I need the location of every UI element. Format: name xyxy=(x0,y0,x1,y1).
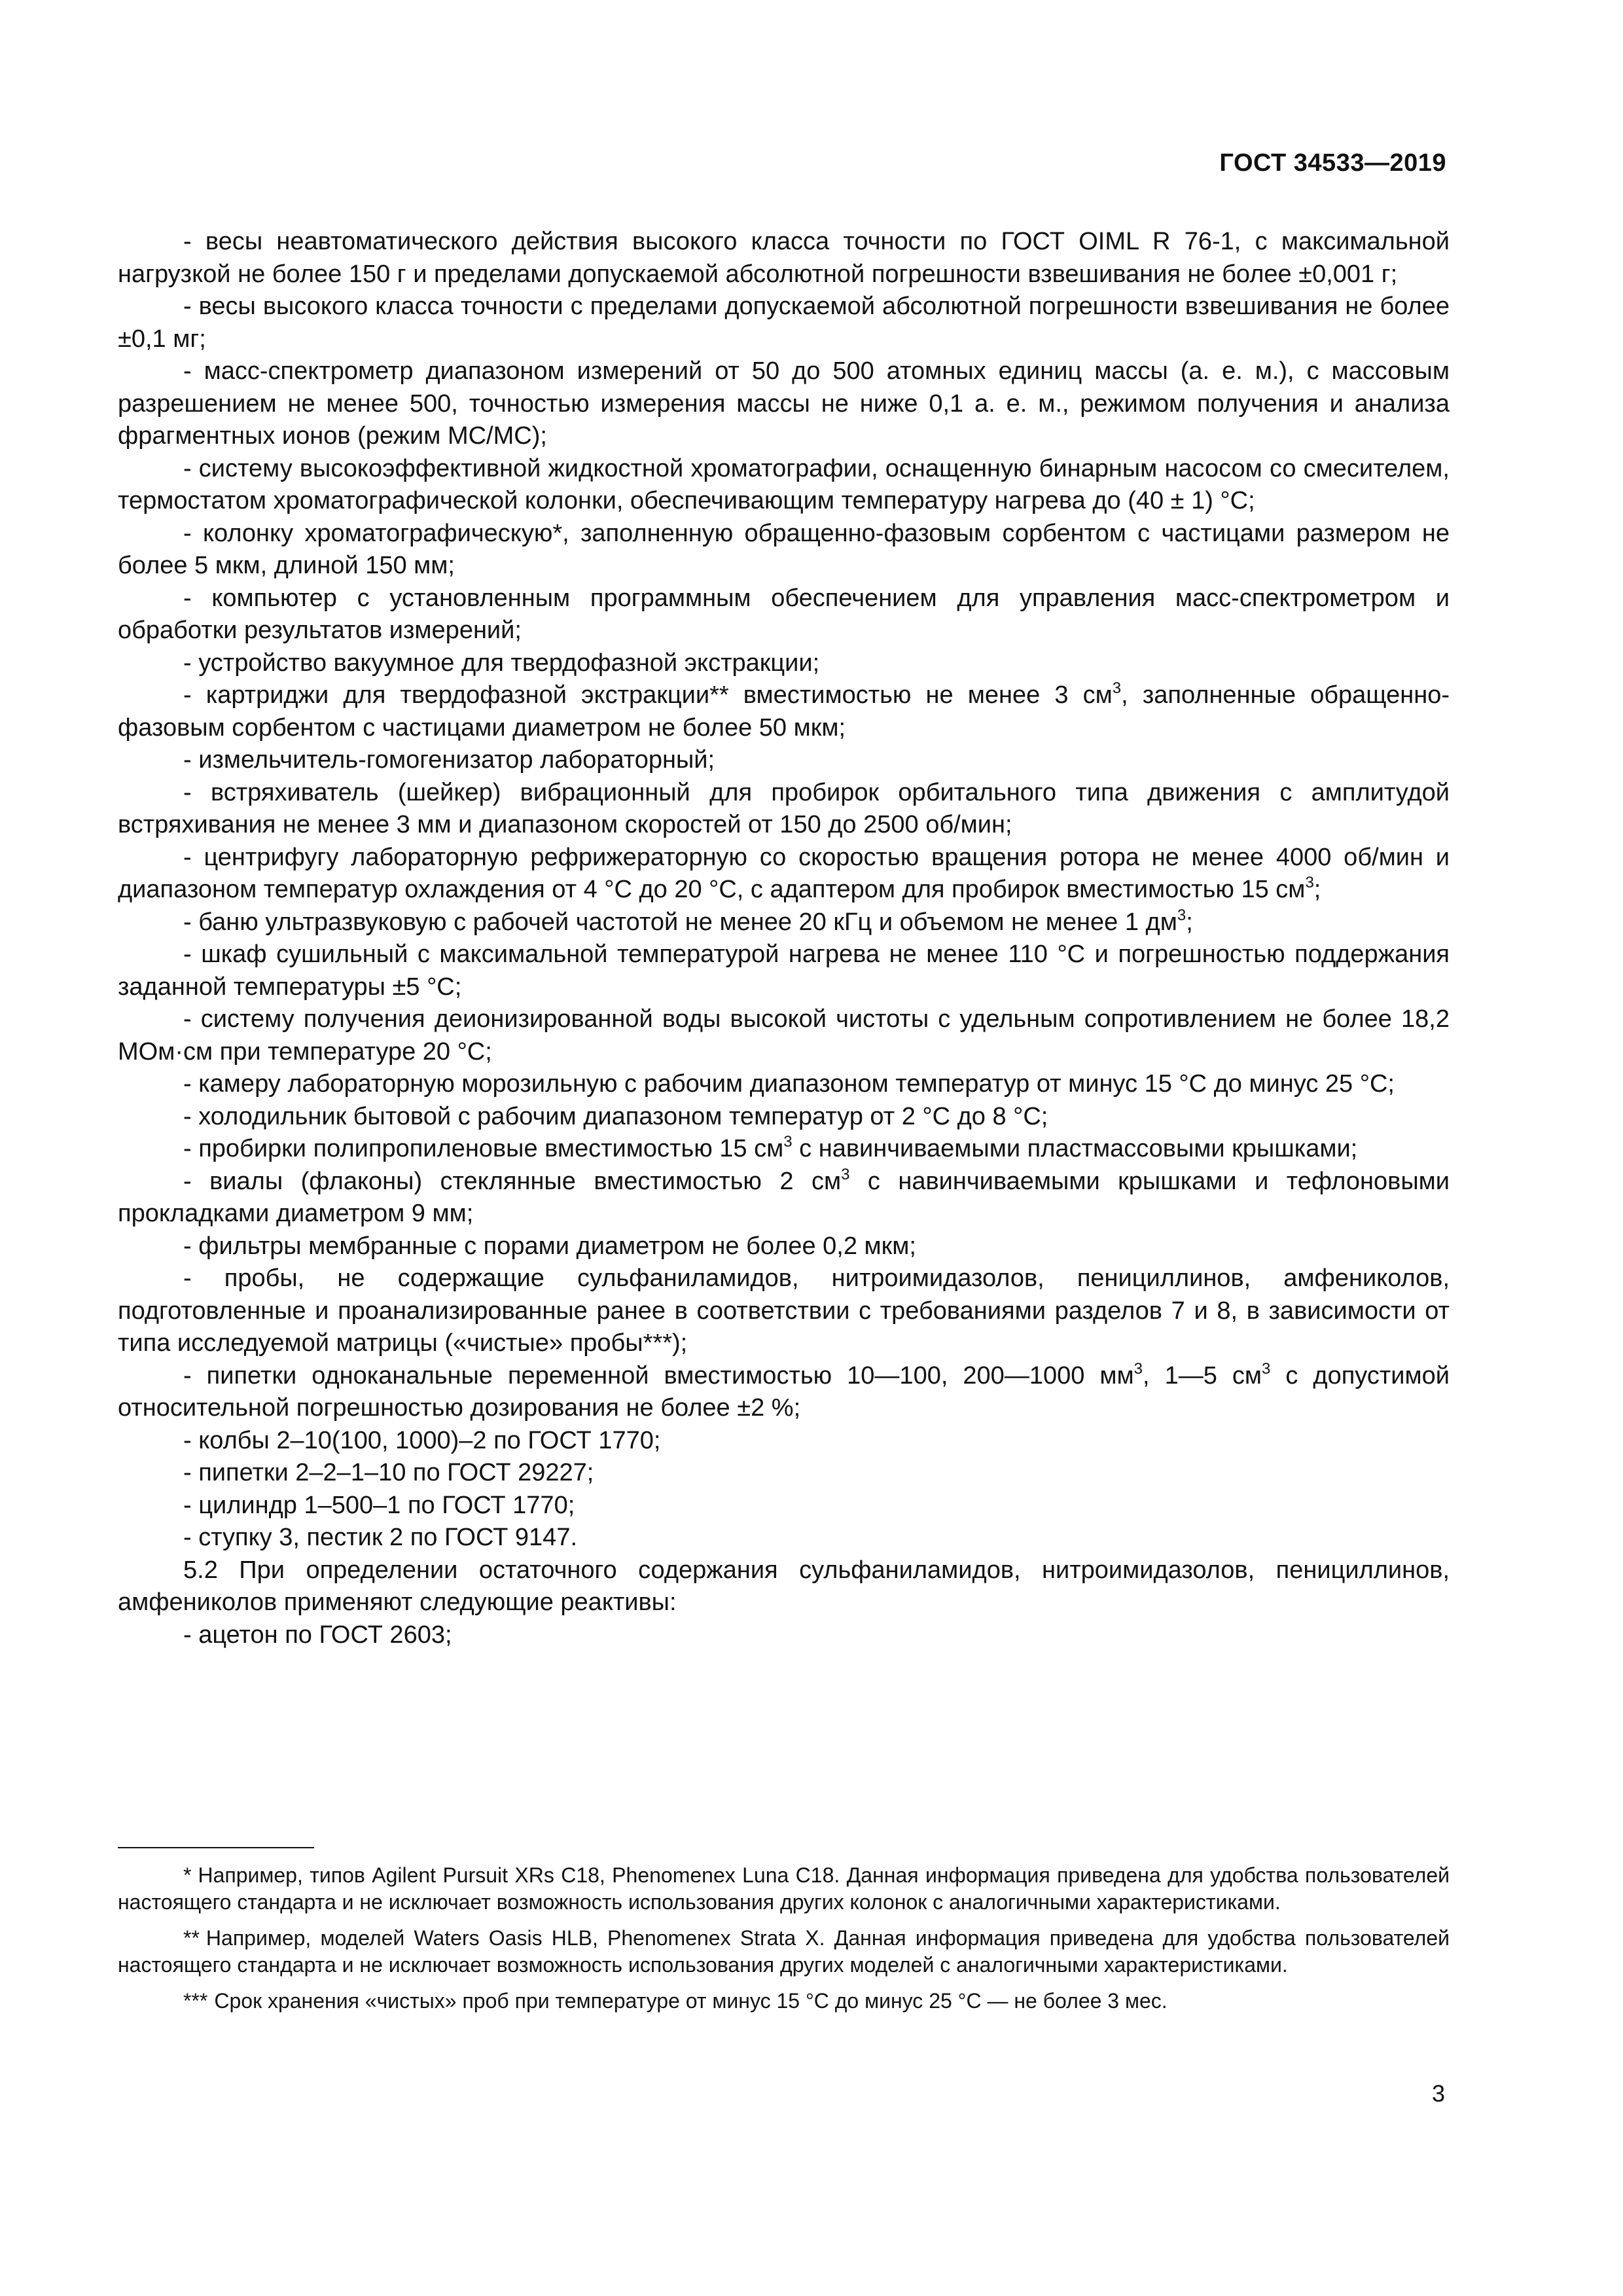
footnote xyxy=(118,1988,1450,2015)
footnote-mark: * xyxy=(183,1863,192,1887)
paragraph: - центрифугу лабораторную рефрижераторную со скоростью вращения ротора не менее 4000 об/мин и диапазоном температур охлаждения от 4 °С до 20 °С, с адаптером для пробирок вместимостью 15 $см^3$; xyxy=(118,843,1450,903)
paragraph-section-5-2: 5.2 При определении остаточного содержания сульфаниламидов, нитроимидазолов, пенициллинов, амфениколов применяют следующие реактивы: xyxy=(118,1556,1450,1616)
footnote xyxy=(118,1925,1450,1979)
paragraph: - устройство вакуумное для твердофазной экстракции; xyxy=(183,649,820,677)
paragraph: - виалы (флаконы) стеклянные вместимостью 2 $см^3$ с навинчиваемыми крышками и тефлоновыми прокладками диаметром 9 мм; xyxy=(118,1165,1450,1227)
paragraph: - колбы 2–10(100, 1000)–2 по ГОСТ 1770; xyxy=(183,1426,661,1454)
page-header-standard-id: ГОСТ 34533—2019 xyxy=(1219,149,1446,177)
footnotes xyxy=(118,1862,1450,2024)
paragraph: - пробирки полипропиленовые вместимостью 15 $см^3$ с навинчиваемыми пластмассовыми крышками; xyxy=(183,1133,1358,1162)
paragraph: - холодильник бытовой с рабочим диапазоном температур от 2 °С до 8 °С; xyxy=(183,1102,1048,1130)
paragraph: - фильтры мембранные с порами диаметром не более 0,2 мкм; xyxy=(183,1232,916,1260)
paragraph: - камеру лабораторную морозильную с рабочим диапазоном температур от минус 15 °С до минус 25 °С; xyxy=(183,1070,1395,1098)
footnote-mark: *** xyxy=(183,1989,208,2013)
paragraph: - компьютер с установленным программным обеспечением для управления масс-спектрометром и обработки результатов измерений; xyxy=(118,584,1450,644)
footnote-mark: ** xyxy=(183,1926,200,1950)
paragraph: - колонку хроматографическую*, заполненную обращенно-фазовым сорбентом с частицами размером не более 5 мкм, длиной 150 мм; xyxy=(118,519,1450,579)
footnote-text: Срок хранения «чистых» проб при температуре от минус 15 °С до минус 25 °С — не более 3 мес. xyxy=(214,1989,1168,2013)
paragraph: - измельчитель-гомогенизатор лабораторный; xyxy=(183,746,715,774)
paragraph: - встряхиватель (шейкер) вибрационный для пробирок орбитального типа движения с амплитудой встряхивания не менее 3 мм и диапазоном скоростей от 150 до 2500 об/мин; xyxy=(118,778,1450,838)
paragraph: - весы высокого класса точности с пределами допускаемой абсолютной погрешности взвешивания не более ±0,1 мг; xyxy=(118,293,1450,353)
footnote-separator xyxy=(118,1847,314,1848)
paragraph: - систему высокоэффективной жидкостной хроматографии, оснащенную бинарным насосом со смесителем, термостатом хроматографической колонки, обеспечивающим температуру нагрева до (40 ± 1) °С; xyxy=(118,454,1450,514)
paragraph: - пипетки одноканальные переменной вместимостью 10—100, 200—1000 $мм^3$, 1—5 $см^3$ с допустимой относительной погрешностью дозирования не более ±2 %; xyxy=(118,1359,1450,1422)
main-text xyxy=(118,226,1450,1651)
paragraph: - ступку 3, пестик 2 по ГОСТ 9147. xyxy=(183,1524,578,1551)
paragraph: - ацетон по ГОСТ 2603; xyxy=(183,1621,452,1649)
paragraph: - пипетки 2–2–1–10 по ГОСТ 29227; xyxy=(183,1459,594,1486)
footnote-text: Например, типов Agilent Pursuit XRs C18, Phenomenex Luna C18. Данная информация приведена для удобства пользователей настоящего стандарта и не исключает возможность использования других колонок с аналогичными характеристиками. xyxy=(118,1863,1450,1914)
paragraph: - масс-спектрометр диапазоном измерений от 50 до 500 атомных единиц массы (а. е. м.), с массовым разрешением не менее 500, точностью измерения массы не ниже 0,1 а. е. м., режимом получения и анализа фрагментных ионов (режим МС/МС); xyxy=(118,357,1450,450)
paragraph: - шкаф сушильный с максимальной температурой нагрева не менее 110 °С и погрешностью поддержания заданной температуры ±5 °С; xyxy=(118,941,1450,1001)
page-number: 3 xyxy=(1431,2080,1445,2107)
footnote-text: Например, моделей Waters Oasis HLB, Phenomenex Strata X. Данная информация приведена для удобства пользователей настоящего стандарта и не исключает возможность использования других моделей с аналогичными характеристиками. xyxy=(118,1926,1450,1977)
paragraph: - цилиндр 1–500–1 по ГОСТ 1770; xyxy=(183,1491,575,1519)
paragraph: - баню ультразвуковую с рабочей частотой не менее 20 кГц и объемом не менее 1 $дм^3$; xyxy=(183,906,1193,936)
paragraph: - картриджи для твердофазной экстракции** вместимостью не менее 3 $см^3$, заполненные обращенно-фазовым сорбентом с частицами диаметром не более 50 мкм; xyxy=(118,679,1450,742)
paragraph: - пробы, не содержащие сульфаниламидов, нитроимидазолов, пенициллинов, амфениколов, подготовленные и проанализированные ранее в соответствии с требованиями разделов 7 и 8, в зависимости от типа исследуемой матрицы («чистые» пробы***); xyxy=(118,1265,1450,1357)
paragraph: - весы неавтоматического действия высокого класса точности по ГОСТ OIML R 76-1, с максимальной нагрузкой не более 150 г и пределами допускаемой абсолютной погрешности взвешивания не более ±0,001 г; xyxy=(118,228,1450,288)
footnote xyxy=(118,1862,1450,1916)
paragraph: - систему получения деионизированной воды высокой чистоты с удельным сопротивлением не более 18,2 МОм·см при температуре 20 °С; xyxy=(118,1005,1450,1066)
